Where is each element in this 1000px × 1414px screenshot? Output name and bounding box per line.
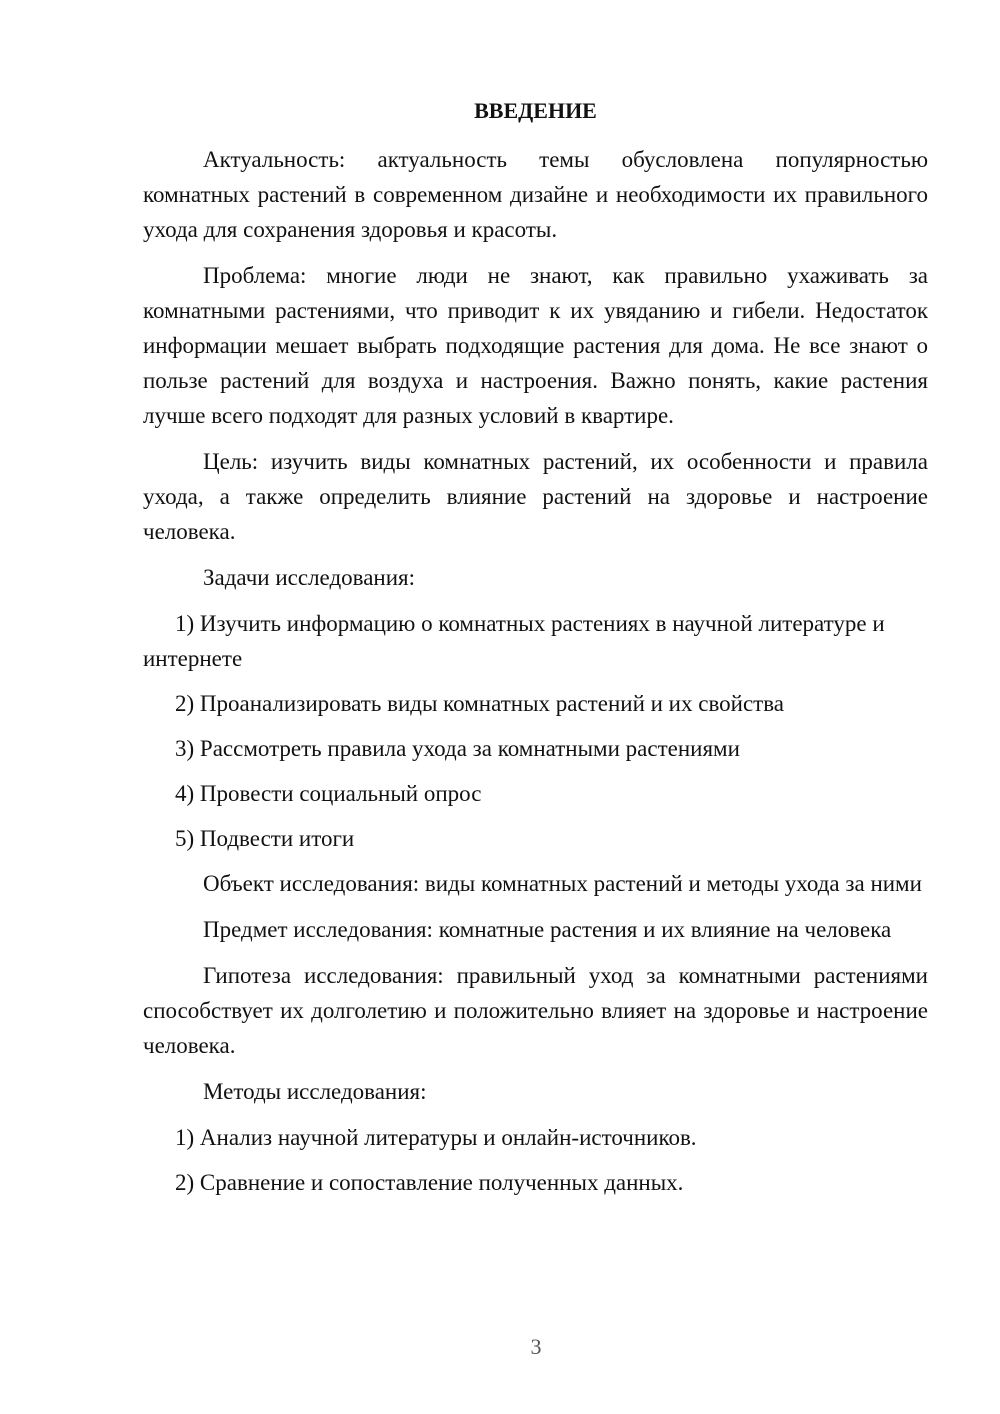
hypothesis-paragraph: Гипотеза исследования: правильный уход за комнатными растениями способствует их долголетию и положительно влияет на здоровье и настроение человека. [143,963,928,1058]
task-item: 5) Подвести итоги [175,826,355,851]
relevance-paragraph: Актуальность: актуальность темы обусловлена популярностью комнатных растений в современном дизайне и необходимости их правильного ухода для сохранения здоровья и красоты. [143,147,928,242]
page-number: 3 [530,1334,542,1359]
subject-paragraph: Предмет исследования: комнатные растения и их влияние на человека [203,917,892,942]
page-content [143,96,928,1210]
task-item: 2) Проанализировать виды комнатных растений и их свойства [175,691,784,716]
methods-heading: Методы исследования: [203,1079,427,1104]
problem-paragraph: Проблема: многие люди не знают, как правильно ухаживать за комнатными растениями, что приводит к их увяданию и гибели. Недостаток информации мешает выбрать подходящие растения для дома. Не все знают о пользе растений для воздуха и настроения. Важно понять, какие растения лучше всего подходят для разных условий в квартире. [143,263,928,428]
method-item: 2) Сравнение и сопоставление полученных данных. [175,1170,684,1195]
object-paragraph: Объект исследования: виды комнатных растений и методы ухода за ними [203,871,922,896]
task-item: 4) Провести социальный опрос [175,781,482,806]
page-title: ВВЕДЕНИЕ [474,98,597,123]
goal-paragraph: Цель: изучить виды комнатных растений, их особенности и правила ухода, а также определить влияние растений на здоровье и настроение человека. [143,449,928,544]
tasks-heading: Задачи исследования: [203,565,416,590]
task-item: 3) Рассмотреть правила ухода за комнатными растениями [175,736,740,761]
task-item: 1) Изучить информацию о комнатных растениях в научной литературе и интернете [143,611,885,671]
method-item: 1) Анализ научной литературы и онлайн-источников. [175,1125,697,1150]
